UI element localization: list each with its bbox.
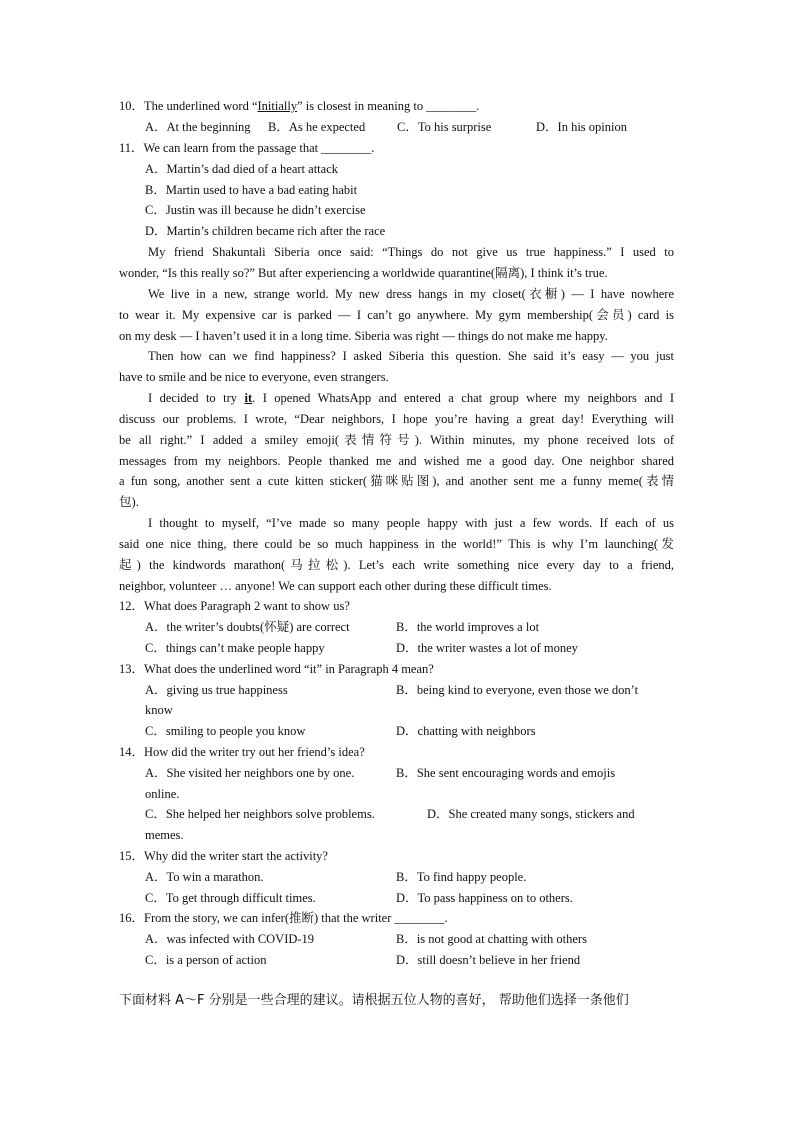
q15-option-c: C．To get through difficult times. <box>145 891 316 905</box>
q12-option-d: D．the writer wastes a lot of money <box>396 641 578 655</box>
underlined-word: Initially <box>257 99 298 113</box>
q15-option-b: B．To find happy people. <box>396 870 527 884</box>
q13-option-d: D．chatting with neighbors <box>396 724 536 738</box>
q12-option-c: C．things can’t make people happy <box>145 641 325 655</box>
passage-p3-line: Then how can we find happiness? I asked Siberia this question. She said it’s easy — you just <box>148 349 674 363</box>
passage-p5-line: said one nice thing, there could be so much happiness in the world!” This is why I’m launching(发 <box>119 537 674 551</box>
q11-option-c: C．Justin was ill because he didn’t exercise <box>145 203 366 217</box>
passage-p3-line: have to smile and be nice to everyone, even strangers. <box>119 370 389 384</box>
passage-p2-line: We live in a new, strange world. My new dress hangs in my closet(衣橱) — I have nowhere <box>148 287 674 301</box>
passage-p1-line: My friend Shakuntali Siberia once said: “Things do not give us true happiness.” I used to <box>148 245 674 259</box>
q16-option-c: C．is a person of action <box>145 953 267 967</box>
q12-option-b: B．the world improves a lot <box>396 620 540 634</box>
q14-option-c: C．She helped her neighbors solve problems. <box>145 807 375 821</box>
q15-option-d: D．To pass happiness on to others. <box>396 891 573 905</box>
q10-option-a: A．At the beginning <box>145 120 251 134</box>
q16-stem: 16．From the story, we can infer(推断) that the writer ________. <box>119 911 448 925</box>
q13-stem: 13．What does the underlined word “it” in Paragraph 4 mean? <box>119 662 434 676</box>
q15-stem: 15．Why did the writer start the activity? <box>119 849 328 863</box>
q10-option-d: D．In his opinion <box>536 120 627 134</box>
q16-option-b: B．is not good at chatting with others <box>396 932 587 946</box>
q12-stem: 12．What does Paragraph 2 want to show us? <box>119 599 350 613</box>
q11-stem: 11．We can learn from the passage that ________. <box>119 141 375 155</box>
passage-p2-line: on my desk — I haven’t used it in a long time. Siberia was right — things do not make me happy. <box>119 329 608 343</box>
q14-option-b: B．She sent encouraging words and emojis <box>396 766 616 780</box>
q14-option-b-cont: online. <box>145 787 180 801</box>
q14-option-d-cont: memes. <box>145 828 184 842</box>
q10-option-c: C．To his surprise <box>397 120 492 134</box>
q13-option-a: A．giving us true happiness <box>145 683 288 697</box>
q14-option-a: A．She visited her neighbors one by one. <box>145 766 355 780</box>
section-instruction: 下面材料 A～F 分别是一些合理的建议。请根据五位人物的喜好， 帮助他们选择一条他们 <box>119 993 629 1008</box>
passage-p4-line: be all right.” I added a smiley emoji(表情符号). Within minutes, my phone received lots of <box>119 433 674 447</box>
passage-p4-line: 包). <box>119 495 139 509</box>
q13-option-c: C．smiling to people you know <box>145 724 306 738</box>
passage-p4-line: I decided to try it. I opened WhatsApp and entered a chat group where my neighbors and I <box>148 391 675 405</box>
passage-p4-line: discuss our problems. I wrote, “Dear neighbors, I hope you’re having a great day! Everything will <box>119 412 674 426</box>
passage-p5-line: neighbor, volunteer … anyone! We can support each other during these difficult times. <box>119 579 552 593</box>
q13-option-b-cont: know <box>145 703 173 717</box>
passage-p5-line: I thought to myself, “I’ve made so many people happy with just a few words. If each of us <box>148 516 674 530</box>
q16-option-d: D．still doesn’t believe in her friend <box>396 953 581 967</box>
q14-stem: 14．How did the writer try out her friend’s idea? <box>119 745 365 759</box>
passage-p5-line: 起) the kindwords marathon(马拉松). Let’s each write something nice every day to a friend, <box>119 558 674 572</box>
underlined-it: it <box>244 391 253 405</box>
passage-p4-line: a fun song, another sent a cute kitten sticker(猫咪贴图), and another sent me a funny meme(表情 <box>119 474 674 488</box>
q10-option-b: B．As he expected <box>268 120 366 134</box>
q14-option-d: D．She created many songs, stickers and <box>427 807 635 821</box>
q11-option-d: D．Martin’s children became rich after the race <box>145 224 386 238</box>
passage-p2-line: to wear it. My expensive car is parked — I can’t go anywhere. My gym membership(会员) card is <box>119 308 674 322</box>
passage-p1-line: wonder, “Is this really so?” But after experiencing a worldwide quarantine(隔离), I think it’s true. <box>119 266 608 280</box>
q15-option-a: A．To win a marathon. <box>145 870 264 884</box>
passage-p4-line: messages from my neighbors. People thanked me and wished me a good day. One neighbor shared <box>119 454 674 468</box>
q11-option-a: A．Martin’s dad died of a heart attack <box>145 162 338 176</box>
q10-stem: 10．The underlined word “Initially” is closest in meaning to ________. <box>119 99 480 113</box>
q11-option-b: B．Martin used to have a bad eating habit <box>145 183 358 197</box>
q16-option-a: A．was infected with COVID-19 <box>145 932 315 946</box>
q12-option-a: A．the writer’s doubts(怀疑) are correct <box>145 620 350 634</box>
q13-option-b: B．being kind to everyone, even those we don’t <box>396 683 639 697</box>
